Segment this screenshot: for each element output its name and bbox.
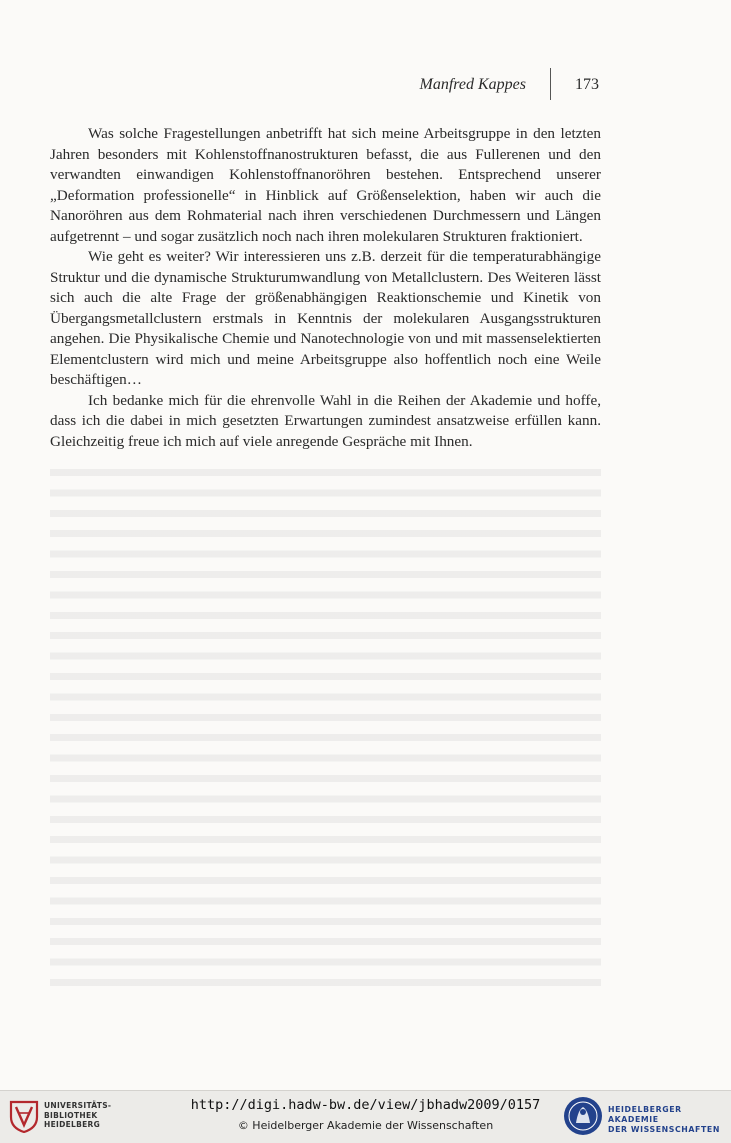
running-header	[0, 76, 731, 98]
footer-bar	[0, 1090, 731, 1143]
bleed-through-texture	[50, 460, 601, 990]
copyright-notice: © Heidelberger Akademie der Wissenschaften	[237, 1119, 494, 1132]
paragraph-3: Ich bedanke mich für die ehrenvolle Wahl in die Reihen der Akademie und hoffe, dass ich die dabei in mich gesetzten Erwartungen zumindest ansatzweise erfüllen kann. Gleichzeitig freue ich mich auf viele anregende Gespräche mit Ihnen.	[50, 391, 601, 450]
body-text	[50, 124, 601, 452]
academy-seal-icon[interactable]	[564, 1097, 602, 1135]
paragraph-1: Was solche Fragestellungen anbetrifft hat sich meine Arbeitsgruppe in den letzten Jahren besonders mit Kohlenstoffnanostrukturen befasst, die aus Fullerenen und den verwandten einwandigen Kohlenstoffnanoröhren bestehen. Entsprechend unserer „Deformation professionelle“ in Hinblick auf Größenselektion, haben wir auch die Nanoröhren aus dem Rohmaterial nach ihren verschiedenen Durchmessern und Längen aufgetrennt – und sogar zusätzlich noch nach ihren molekularen Strukturen fraktioniert.	[50, 125, 601, 245]
permalink-link[interactable]: http://digi.hadw-bw.de/view/jbhadw2009/0157	[190, 1097, 541, 1113]
library-name-line: BIBLIOTHEK	[44, 1110, 98, 1120]
library-name-line: HEIDELBERG	[44, 1120, 101, 1129]
paragraph-2: Wie geht es weiter? Wir interessieren uns z.B. derzeit für die temperaturabhängige Struktur und die dynamische Strukturumwandlung von Metallclustern. Des Weiteren lässt sich auch die alte Frage der größenabhängigen Reaktionschemie und Kinetik von Übergangsmetallclustern erstmals in Kenntnis der molekularen Ausgangsstrukturen angehen. Die Physikalische Chemie und Nanotechnologie von und mit massenselektierten Elementclustern wird mich und meine Arbeitsgruppe also hoffentlich noch eine Weile beschäftigen…	[50, 248, 601, 388]
academy-name-line: DER WISSENSCHAFTEN	[608, 1125, 720, 1134]
library-name-line: UNIVERSITÄTS-	[44, 1101, 112, 1110]
page-number: 173	[575, 76, 599, 93]
academy-name	[608, 1105, 731, 1135]
running-header-author: Manfred Kappes	[419, 76, 526, 93]
header-divider	[550, 68, 551, 100]
academy-name-line: HEIDELBERGER AKADEMIE	[608, 1105, 682, 1124]
